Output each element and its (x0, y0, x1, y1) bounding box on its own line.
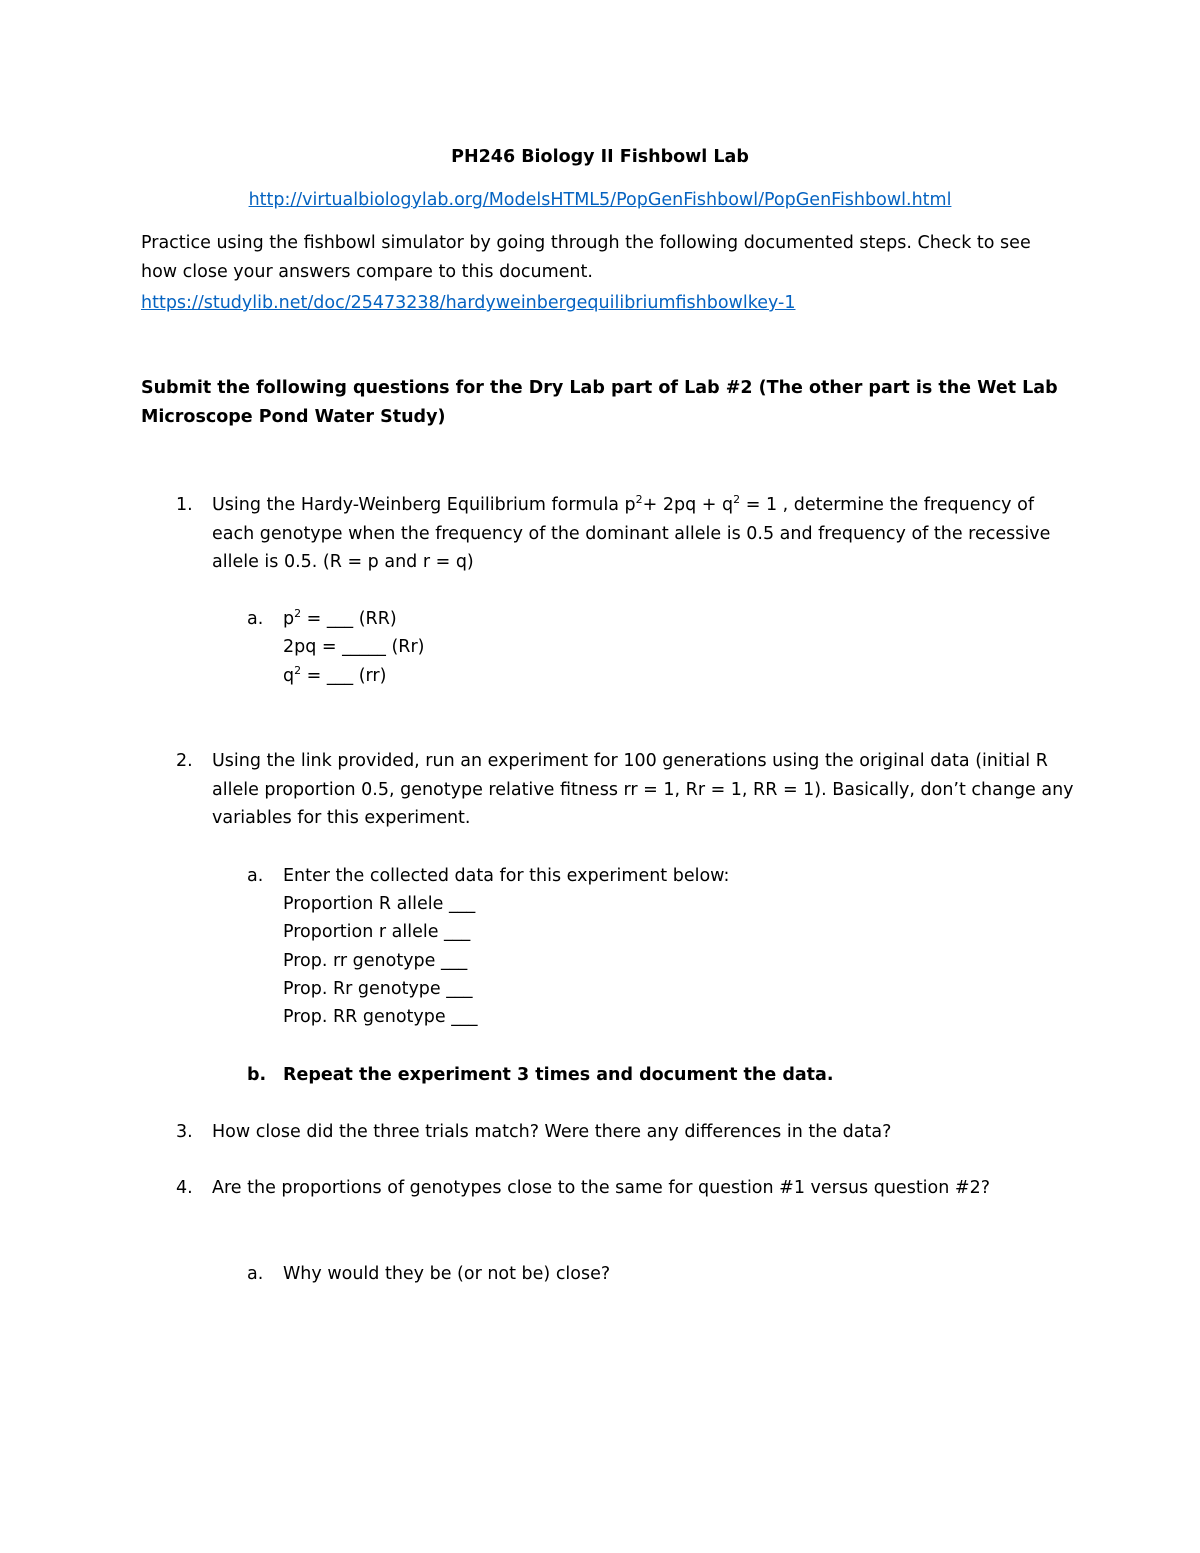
answer-key-link[interactable]: https://studylib.net/doc/25473238/hardyweinbergequilibriumfishbowlkey-1 (141, 293, 796, 313)
question-2a-label: a. (247, 866, 264, 886)
question-1-line-1: Using the Hardy-Weinberg Equilibrium formula $p^2+ 2pq + q^2 = 1$ , determine the frequency of (212, 493, 1034, 515)
question-1a-label: a. (247, 609, 264, 629)
question-2-line-3: variables for this experiment. (212, 808, 471, 828)
prop-RR-genotype-blank: Prop. RR genotype ___ (283, 1007, 478, 1027)
question-2-line-2: allele proportion 0.5, genotype relative fitness rr = 1, Rr = 1, RR = 1). Basically, don’t change any (212, 780, 1074, 800)
prop-rr-genotype-blank: Prop. rr genotype ___ (283, 951, 468, 971)
simulator-link[interactable]: http://virtualbiologylab.org/ModelsHTML5/PopGenFishbowl/PopGenFishbowl.html (248, 190, 952, 210)
question-4-text: Are the proportions of genotypes close to the same for question #1 versus question #2? (212, 1178, 990, 1198)
question-1-line-3: allele is 0.5. (R = p and r = q) (212, 552, 474, 572)
answer-key-link-row (141, 292, 796, 314)
question-1-line-2: each genotype when the frequency of the dominant allele is 0.5 and frequency of the recessive (212, 524, 1051, 544)
intro-line-1: Practice using the fishbowl simulator by going through the following documented steps. Check to see (141, 233, 1031, 253)
p-squared-blank: $p^2$ = ___ (RR) (283, 607, 397, 629)
question-2-number: 2. (176, 751, 193, 771)
page-title: PH246 Biology II Fishbowl Lab (451, 147, 749, 167)
prop-R-allele-blank: Proportion R allele ___ (283, 894, 476, 914)
data-entry-prompt: Enter the collected data for this experiment below: (283, 866, 730, 886)
question-3-number: 3. (176, 1122, 193, 1142)
question-2-line-1: Using the link provided, run an experiment for 100 generations using the original data (initial R (212, 751, 1048, 771)
submit-instructions-line-1: Submit the following questions for the Dry Lab part of Lab #2 (The other part is the Wet Lab (141, 378, 1058, 398)
question-4a-text: Why would they be (or not be) close? (283, 1264, 611, 1284)
question-4-number: 4. (176, 1178, 193, 1198)
prop-r-allele-blank: Proportion r allele ___ (283, 922, 471, 942)
simulator-link-row (0, 189, 1200, 211)
intro-line-2: how close your answers compare to this document. (141, 262, 593, 282)
submit-instructions-line-2: Microscope Pond Water Study) (141, 407, 446, 427)
prop-Rr-genotype-blank: Prop. Rr genotype ___ (283, 979, 473, 999)
question-3-text: How close did the three trials match? Were there any differences in the data? (212, 1122, 892, 1142)
question-4a-label: a. (247, 1264, 264, 1284)
question-2b-text: Repeat the experiment 3 times and document the data. (283, 1065, 834, 1085)
2pq-blank: 2pq = _____ (Rr) (283, 637, 425, 657)
q-squared-blank: $q^2$ = ___ (rr) (283, 664, 387, 686)
question-2b-label: b. (247, 1065, 267, 1085)
question-1-number: 1. (176, 495, 193, 515)
